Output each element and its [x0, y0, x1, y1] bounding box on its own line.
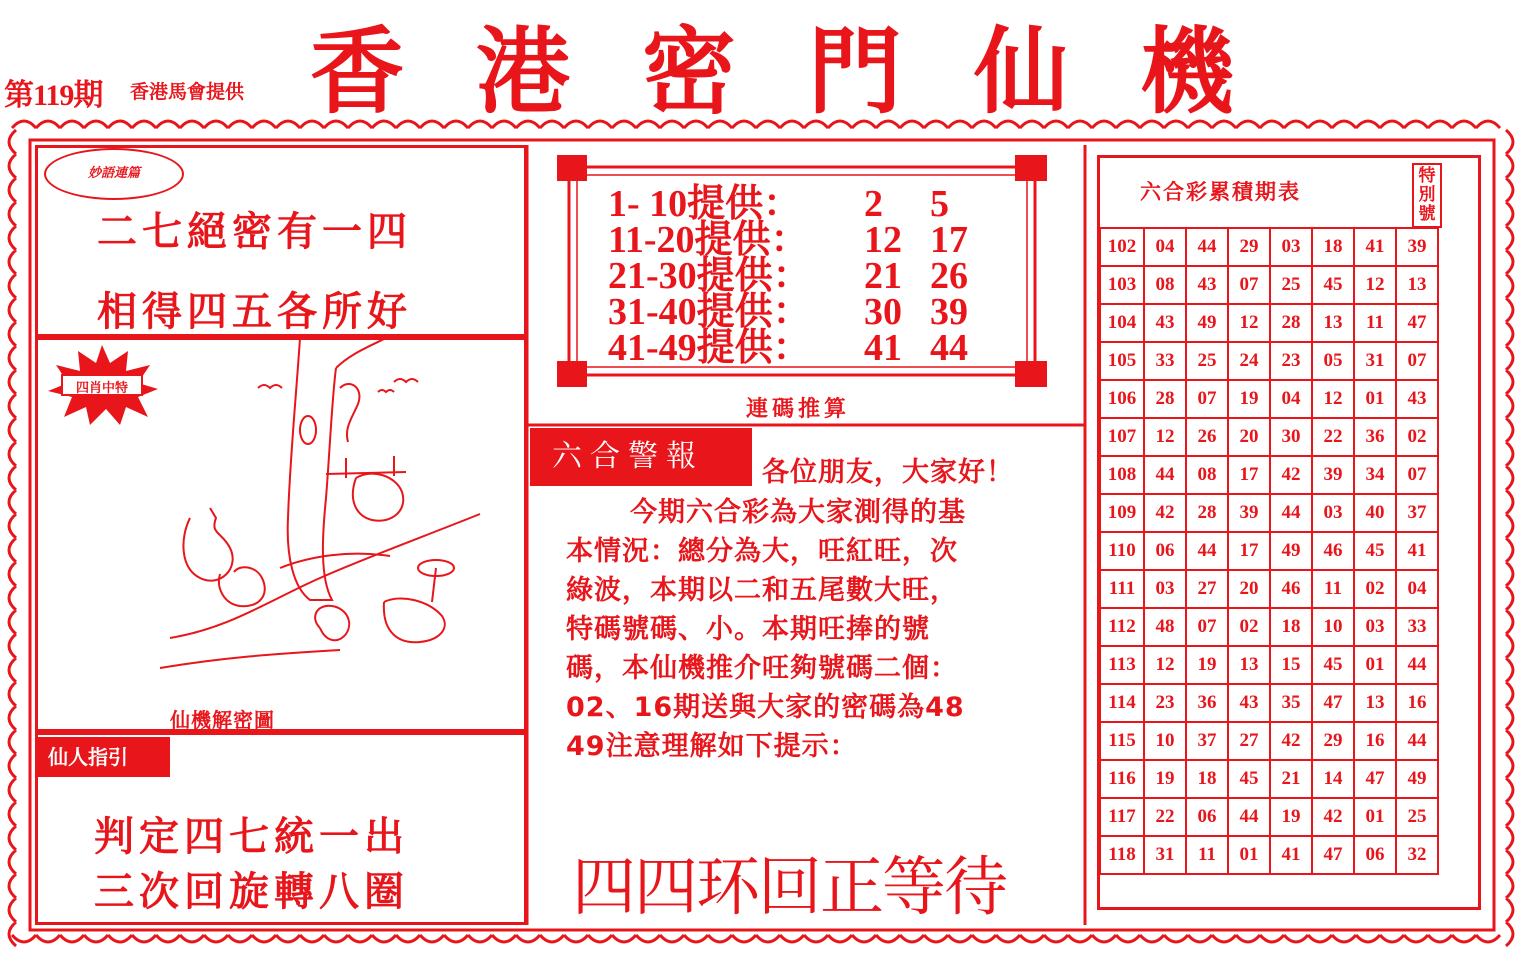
number-cell: 46 — [1312, 532, 1354, 570]
number-cell: 11 — [1312, 570, 1354, 608]
table-row — [1100, 266, 1438, 304]
number-cell: 44 — [1186, 228, 1228, 266]
number-cell: 01 — [1354, 798, 1396, 836]
table-title: 六合彩累積期表 — [1140, 180, 1301, 204]
period-cell: 109 — [1100, 494, 1144, 532]
range-row-2 — [608, 219, 968, 261]
number-cell: 37 — [1186, 722, 1228, 760]
range-value-b: 39 — [930, 291, 968, 333]
number-cell: 01 — [1228, 836, 1270, 874]
message-line-8: 49注意理解如下提示： — [566, 731, 858, 762]
number-cell: 12 — [1144, 646, 1186, 684]
special-number-cell: 16 — [1396, 684, 1438, 722]
special-number-cell: 32 — [1396, 836, 1438, 874]
period-cell: 116 — [1100, 760, 1144, 798]
number-cell: 39 — [1228, 494, 1270, 532]
number-cell: 18 — [1312, 228, 1354, 266]
range-row-5 — [608, 327, 968, 369]
number-cell: 33 — [1144, 342, 1186, 380]
message-line-7: 02、16期送與大家的密碼為48 — [566, 692, 965, 723]
number-cell: 16 — [1354, 722, 1396, 760]
special-number-cell: 33 — [1396, 608, 1438, 646]
number-cell: 12 — [1312, 380, 1354, 418]
range-label: 21-30提供： — [608, 255, 811, 297]
illustration — [150, 338, 510, 698]
range-value-a: 12 — [864, 219, 902, 261]
number-cell: 13 — [1228, 646, 1270, 684]
number-cell: 45 — [1228, 760, 1270, 798]
number-cell: 49 — [1270, 532, 1312, 570]
number-cell: 03 — [1354, 608, 1396, 646]
range-value-b: 26 — [930, 255, 968, 297]
issue-number: 第119期 — [4, 79, 103, 112]
special-number-cell: 13 — [1396, 266, 1438, 304]
number-cell: 21 — [1270, 760, 1312, 798]
number-cell: 19 — [1270, 798, 1312, 836]
number-cell: 42 — [1144, 494, 1186, 532]
number-cell: 13 — [1312, 304, 1354, 342]
number-cell: 42 — [1270, 456, 1312, 494]
page-title: 香港密門仙機 — [310, 18, 1307, 127]
number-cell: 06 — [1144, 532, 1186, 570]
table-row — [1100, 418, 1438, 456]
number-cell: 43 — [1186, 266, 1228, 304]
range-label: 31-40提供： — [608, 291, 811, 333]
number-cell: 11 — [1354, 304, 1396, 342]
special-number-cell: 43 — [1396, 380, 1438, 418]
number-cell: 27 — [1186, 570, 1228, 608]
number-cell: 08 — [1186, 456, 1228, 494]
number-cell: 34 — [1354, 456, 1396, 494]
period-cell: 107 — [1100, 418, 1144, 456]
message-line-6: 碼，本仙機推介㕵夠號碼二個： — [566, 653, 958, 684]
table-row — [1100, 380, 1438, 418]
number-cell: 04 — [1270, 380, 1312, 418]
message-line-3: 本情況：總分為大，㕵紅旺，次 — [566, 536, 958, 567]
number-cell: 06 — [1354, 836, 1396, 874]
special-number-cell: 25 — [1396, 798, 1438, 836]
number-cell: 26 — [1186, 418, 1228, 456]
period-cell: 112 — [1100, 608, 1144, 646]
range-row-3 — [608, 255, 968, 297]
number-cell: 25 — [1270, 266, 1312, 304]
range-value-b: 5 — [930, 183, 949, 225]
number-cell: 18 — [1186, 760, 1228, 798]
number-cell: 30 — [1270, 418, 1312, 456]
table-row — [1100, 608, 1438, 646]
special-number-cell: 41 — [1396, 532, 1438, 570]
table-row — [1100, 304, 1438, 342]
number-cell: 47 — [1354, 760, 1396, 798]
number-cell: 44 — [1270, 494, 1312, 532]
number-cell: 44 — [1228, 798, 1270, 836]
number-cell: 03 — [1312, 494, 1354, 532]
range-label: 11-20提供： — [608, 219, 809, 261]
number-cell: 13 — [1354, 684, 1396, 722]
range-row-4 — [608, 291, 968, 333]
special-number-cell: 37 — [1396, 494, 1438, 532]
number-cell: 42 — [1312, 798, 1354, 836]
number-cell: 12 — [1144, 418, 1186, 456]
number-cell: 45 — [1312, 266, 1354, 304]
guide-tag: 仙人指引 — [38, 737, 170, 777]
period-cell: 103 — [1100, 266, 1144, 304]
special-number-cell: 44 — [1396, 722, 1438, 760]
range-value-a: 30 — [864, 291, 902, 333]
number-cell: 19 — [1186, 646, 1228, 684]
number-cell: 24 — [1228, 342, 1270, 380]
number-cell: 07 — [1186, 608, 1228, 646]
number-cell: 23 — [1144, 684, 1186, 722]
table-row — [1100, 798, 1438, 836]
number-cell: 14 — [1312, 760, 1354, 798]
special-number-cell: 44 — [1396, 646, 1438, 684]
number-cell: 28 — [1144, 380, 1186, 418]
number-cell: 43 — [1144, 304, 1186, 342]
period-cell: 106 — [1100, 380, 1144, 418]
number-cell: 36 — [1354, 418, 1396, 456]
starburst-label: 四肖中特 — [75, 381, 128, 396]
range-value-a: 21 — [864, 255, 902, 297]
period-cell: 110 — [1100, 532, 1144, 570]
number-cell: 10 — [1312, 608, 1354, 646]
picture-caption: 仙機解密圖 — [170, 708, 275, 732]
period-cell: 104 — [1100, 304, 1144, 342]
number-cell: 11 — [1186, 836, 1228, 874]
number-cell: 17 — [1228, 456, 1270, 494]
table-row — [1100, 494, 1438, 532]
number-cell: 44 — [1144, 456, 1186, 494]
special-label: 特別號 — [1412, 163, 1442, 228]
number-cell: 03 — [1270, 228, 1312, 266]
period-cell: 108 — [1100, 456, 1144, 494]
number-cell: 19 — [1228, 380, 1270, 418]
provider-text: 香港馬會提供 — [130, 81, 245, 103]
number-cell: 07 — [1228, 266, 1270, 304]
number-cell: 47 — [1312, 684, 1354, 722]
table-row — [1100, 646, 1438, 684]
number-cell: 31 — [1144, 836, 1186, 874]
poem-bottom-line-1: 判定四七統一出 — [94, 814, 409, 860]
table-row — [1100, 722, 1438, 760]
badge — [44, 148, 184, 200]
number-cell: 20 — [1228, 418, 1270, 456]
range-value-a: 2 — [864, 183, 883, 225]
ranges-caption: 連碼推算 — [746, 397, 851, 422]
table-row — [1100, 684, 1438, 722]
number-cell: 06 — [1186, 798, 1228, 836]
period-cell: 118 — [1100, 836, 1144, 874]
number-cell: 44 — [1186, 532, 1228, 570]
number-cell: 02 — [1228, 608, 1270, 646]
number-cell: 02 — [1354, 570, 1396, 608]
message-line-5: 特碼號碼、小。本期㕵捧的號 — [566, 614, 930, 645]
table-row — [1100, 456, 1438, 494]
number-cell: 40 — [1354, 494, 1396, 532]
table-row — [1100, 342, 1438, 380]
number-cell: 39 — [1312, 456, 1354, 494]
number-cell: 45 — [1354, 532, 1396, 570]
period-cell: 114 — [1100, 684, 1144, 722]
special-number-cell: 47 — [1396, 304, 1438, 342]
alert-tag: 六合警報 — [530, 428, 752, 486]
number-cell: 42 — [1270, 722, 1312, 760]
table-row — [1100, 836, 1438, 874]
number-cell: 20 — [1228, 570, 1270, 608]
poem-top-line-1: 二七絕密有一四 — [97, 209, 412, 255]
message-line-2: 今期六合彩為大家測得的基 — [630, 497, 966, 528]
number-cell: 25 — [1186, 342, 1228, 380]
number-cell: 46 — [1270, 570, 1312, 608]
range-label: 41-49提供： — [608, 327, 811, 369]
number-cell: 41 — [1354, 228, 1396, 266]
number-cell: 47 — [1312, 836, 1354, 874]
history-table — [1099, 227, 1439, 875]
range-row-1 — [608, 183, 949, 225]
number-cell: 15 — [1270, 646, 1312, 684]
special-number-cell: 04 — [1396, 570, 1438, 608]
number-cell: 05 — [1312, 342, 1354, 380]
number-cell: 01 — [1354, 380, 1396, 418]
number-cell: 48 — [1144, 608, 1186, 646]
number-cell: 12 — [1228, 304, 1270, 342]
number-cell: 27 — [1228, 722, 1270, 760]
period-cell: 113 — [1100, 646, 1144, 684]
period-cell: 111 — [1100, 570, 1144, 608]
number-cell: 12 — [1354, 266, 1396, 304]
number-cell: 22 — [1312, 418, 1354, 456]
number-cell: 08 — [1144, 266, 1186, 304]
number-cell: 28 — [1186, 494, 1228, 532]
number-cell: 43 — [1228, 684, 1270, 722]
period-cell: 102 — [1100, 228, 1144, 266]
number-cell: 49 — [1186, 304, 1228, 342]
number-cell: 35 — [1270, 684, 1312, 722]
number-cell: 28 — [1270, 304, 1312, 342]
poem-top-line-2: 相得四五各所好 — [97, 289, 412, 335]
range-value-b: 17 — [930, 219, 968, 261]
number-cell: 29 — [1312, 722, 1354, 760]
range-value-a: 41 — [864, 327, 902, 369]
number-cell: 29 — [1228, 228, 1270, 266]
message-line-1: 各位朋友，大家好！ — [762, 457, 1014, 488]
number-cell: 10 — [1144, 722, 1186, 760]
special-number-cell: 39 — [1396, 228, 1438, 266]
period-cell: 115 — [1100, 722, 1144, 760]
period-cell: 105 — [1100, 342, 1144, 380]
number-cell: 18 — [1270, 608, 1312, 646]
number-cell: 03 — [1144, 570, 1186, 608]
range-label: 1- 10提供： — [608, 183, 802, 225]
table-row — [1100, 228, 1438, 266]
hint-text: 四四环回正等待 — [572, 851, 1006, 925]
number-cell: 22 — [1144, 798, 1186, 836]
number-cell: 41 — [1270, 836, 1312, 874]
number-cell: 45 — [1312, 646, 1354, 684]
special-number-cell: 02 — [1396, 418, 1438, 456]
table-row — [1100, 570, 1438, 608]
number-cell: 19 — [1144, 760, 1186, 798]
special-number-cell: 07 — [1396, 342, 1438, 380]
table-row — [1100, 532, 1438, 570]
number-cell: 07 — [1186, 380, 1228, 418]
special-number-cell: 07 — [1396, 456, 1438, 494]
range-value-b: 44 — [930, 327, 968, 369]
number-cell: 23 — [1270, 342, 1312, 380]
number-cell: 01 — [1354, 646, 1396, 684]
message-line-4: 綠波，本期以二和五尾數大旺， — [566, 575, 958, 606]
number-cell: 04 — [1144, 228, 1186, 266]
badge-label: 妙語連篇 — [87, 166, 140, 181]
period-cell: 117 — [1100, 798, 1144, 836]
number-cell: 36 — [1186, 684, 1228, 722]
poem-bottom-line-2: 三次回旋轉八圈 — [94, 869, 409, 915]
number-cell: 31 — [1354, 342, 1396, 380]
number-cell: 17 — [1228, 532, 1270, 570]
table-row — [1100, 760, 1438, 798]
special-number-cell: 49 — [1396, 760, 1438, 798]
